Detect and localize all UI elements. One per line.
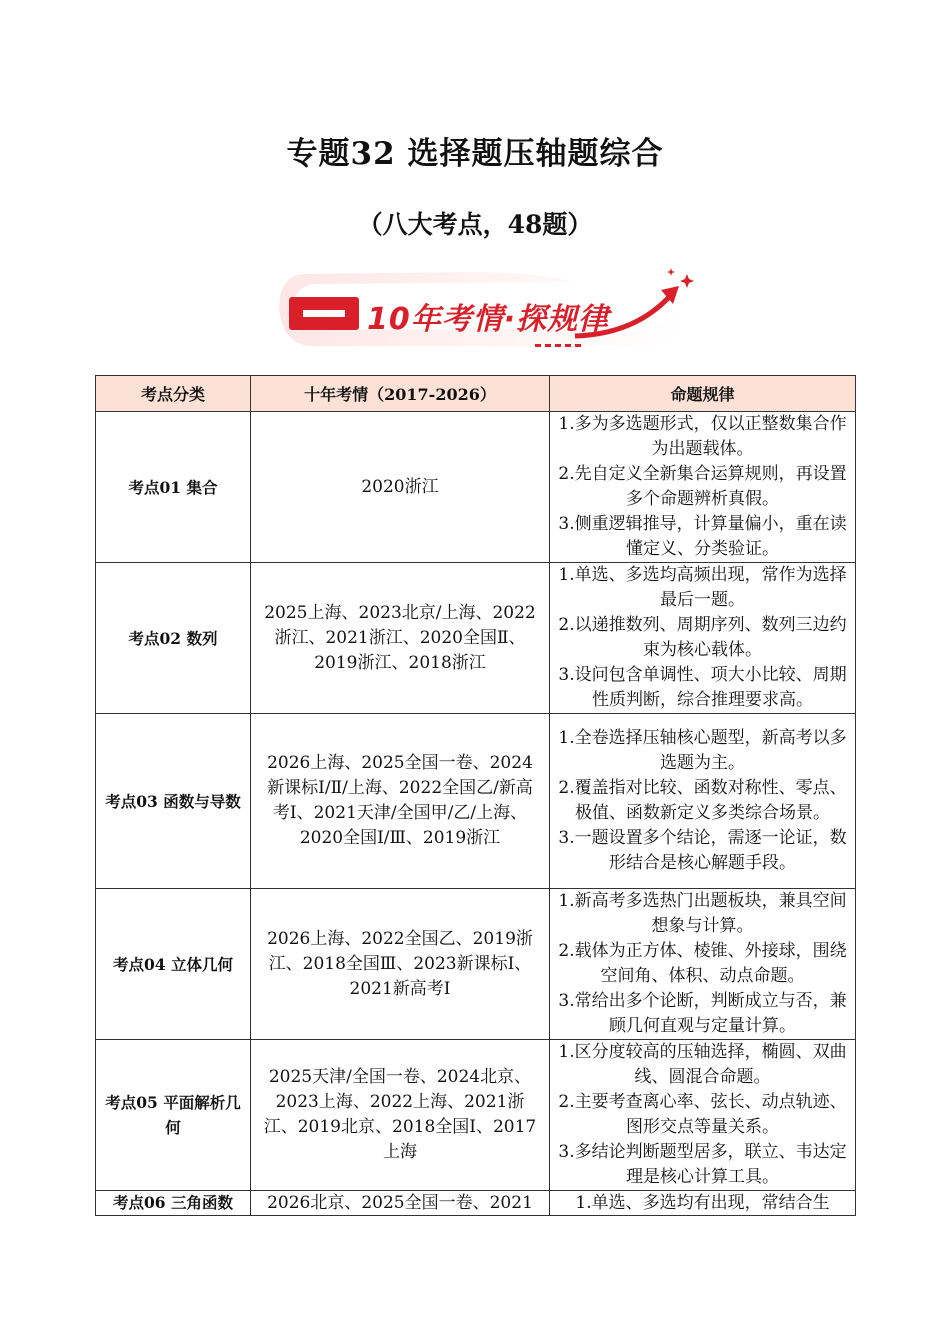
row-rules	[550, 1191, 856, 1216]
table-header-row	[96, 376, 856, 412]
table-row	[96, 889, 856, 1040]
table-row	[96, 412, 856, 563]
row-rules	[550, 714, 856, 889]
header-rules: 命题规律	[550, 376, 856, 412]
rule-item: 3.一题设置多个结论，需逐一论证，数形结合是核心解题手段。	[558, 828, 847, 873]
row-years: 2025天津/全国一卷、2024北京、2023上海、2022上海、2021浙江、2019北京、2018全国Ⅰ、2017上海	[251, 1040, 550, 1191]
rule-item: 1.多为多选题形式，仅以正整数集合作为出题载体。	[558, 414, 847, 459]
rule-item: 1.全卷选择压轴核心题型，新高考以多选题为主。	[558, 728, 847, 773]
row-years: 2020浙江	[251, 412, 550, 563]
rule-item: 3.侧重逻辑推导，计算量偏小，重在读懂定义、分类验证。	[558, 514, 847, 559]
row-rules	[550, 1040, 856, 1191]
rule-item: 2.以递推数列、周期序列、数列三边约束为核心载体。	[558, 615, 847, 660]
row-category: 考点01 集合	[96, 412, 251, 563]
rule-item: 3.常给出多个论断，判断成立与否，兼顾几何直观与定量计算。	[558, 991, 847, 1036]
page-title: 专题32 选择题压轴题综合	[286, 136, 664, 172]
rule-item: 1.单选、多选均高频出现，常作为选择最后一题。	[558, 565, 847, 610]
banner-title: 10年考情·探规律	[367, 302, 610, 337]
row-years: 2025上海、2023北京/上海、2022浙江、2021浙江、2020全国Ⅱ、2019浙江、2018浙江	[251, 563, 550, 714]
rule-item: 2.主要考查离心率、弦长、动点轨迹、图形交点等量关系。	[558, 1092, 847, 1137]
table-row	[96, 1040, 856, 1191]
table-row	[96, 1191, 856, 1216]
header-category: 考点分类	[96, 376, 251, 412]
row-rules	[550, 412, 856, 563]
row-rules	[550, 889, 856, 1040]
row-years: 2026上海、2025全国一卷、2024新课标Ⅰ/Ⅱ/上海、2022全国乙/新高考Ⅰ、2021天津/全国甲/乙/上海、2020全国Ⅰ/Ⅲ、2019浙江	[251, 714, 550, 889]
rule-item: 2.载体为正方体、棱锥、外接球，围绕空间角、体积、动点命题。	[558, 941, 847, 986]
row-category: 考点04 立体几何	[96, 889, 251, 1040]
rule-item: 1.新高考多选热门出题板块，兼具空间想象与计算。	[558, 891, 847, 936]
exam-analysis-table	[95, 375, 856, 1216]
rule-item: 3.多结论判断题型居多，联立、韦达定理是核心计算工具。	[558, 1142, 847, 1187]
row-category: 考点02 数列	[96, 563, 251, 714]
header-years: 十年考情（2017-2026）	[251, 376, 550, 412]
page-subtitle: （八大考点，48题）	[357, 210, 593, 239]
rule-item: 1.单选、多选均有出现，常结合生	[575, 1193, 830, 1213]
rule-item: 1.区分度较高的压轴选择，椭圆、双曲线、圆混合命题。	[558, 1042, 847, 1087]
row-rules	[550, 563, 856, 714]
row-category: 考点06 三角函数	[96, 1191, 251, 1216]
table-row	[96, 563, 856, 714]
table-row	[96, 714, 856, 889]
rule-item: 2.先自定义全新集合运算规则，再设置多个命题辨析真假。	[558, 464, 847, 509]
row-years: 2026上海、2022全国乙、2019浙江、2018全国Ⅲ、2023新课标Ⅰ、2021新高考Ⅰ	[251, 889, 550, 1040]
row-category: 考点05 平面解析几何	[96, 1040, 251, 1191]
section-banner	[275, 266, 700, 352]
row-category: 考点03 函数与导数	[96, 714, 251, 889]
row-years: 2026北京、2025全国一卷、2021	[251, 1191, 550, 1216]
rule-item: 2.覆盖指对比较、函数对称性、零点、极值、函数新定义多类综合场景。	[558, 778, 847, 823]
rule-item: 3.设问包含单调性、项大小比较、周期性质判断，综合推理要求高。	[558, 665, 847, 710]
